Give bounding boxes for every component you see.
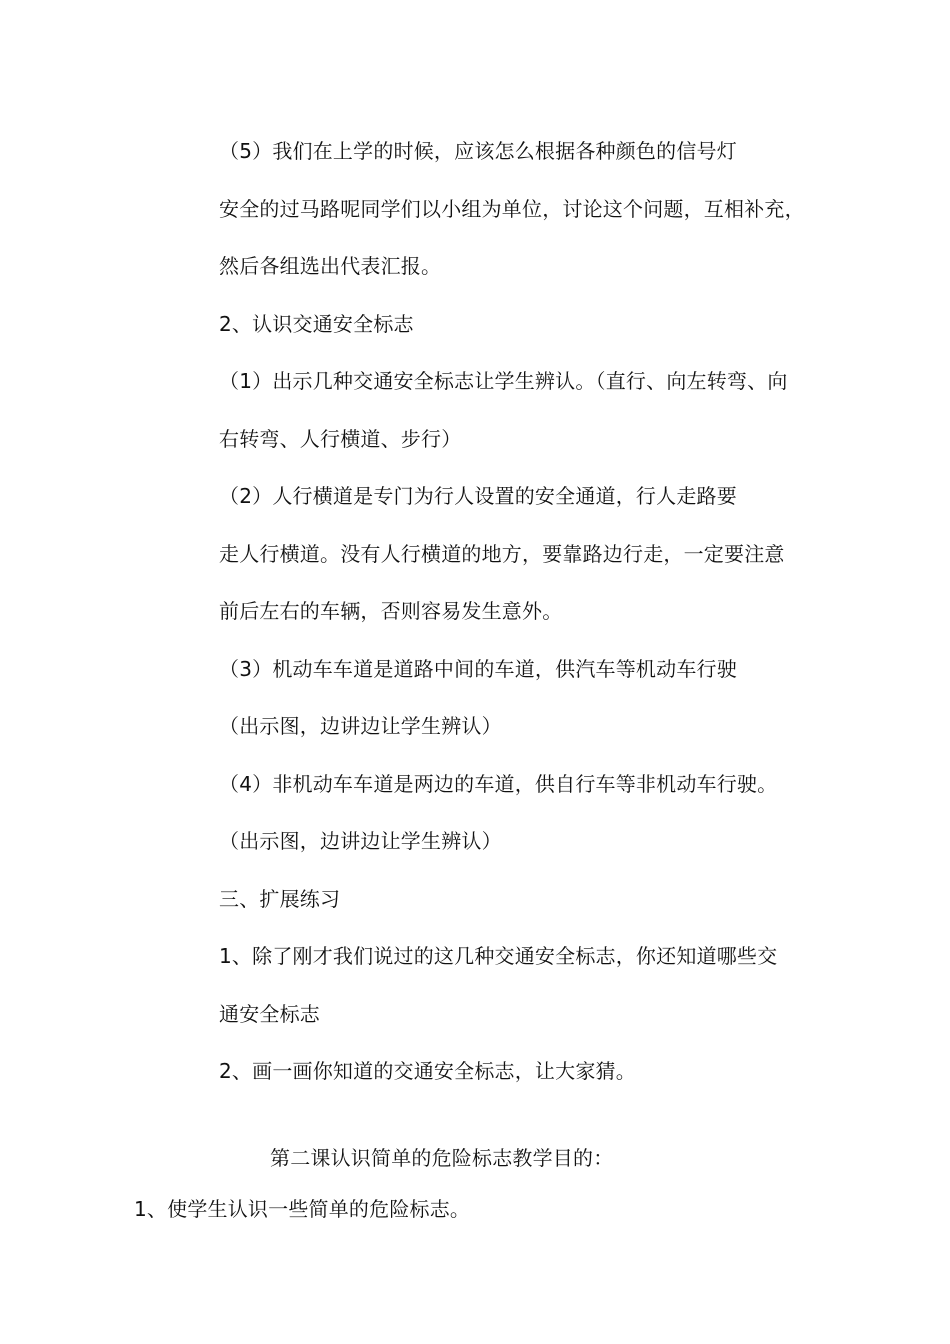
paragraph-line: （3）机动车车道是道路中间的车道，供汽车等机动车行驶 (219, 657, 737, 681)
paragraph-line: （出示图，边讲边让学生辨认） (219, 829, 502, 853)
section-heading: 2、认识交通安全标志 (219, 312, 414, 336)
paragraph-line: 走人行横道。没有人行横道的地方，要靠路边行走，一定要注意 (219, 542, 785, 566)
paragraph-line: 安全的过马路呢同学们以小组为单位，讨论这个问题，互相补充， (219, 197, 805, 221)
paragraph-line: （4）非机动车车道是两边的车道，供自行车等非机动车行驶。 (219, 772, 778, 796)
paragraph-line: 然后各组选出代表汇报。 (219, 254, 442, 278)
section-heading: 三、扩展练习 (219, 887, 341, 911)
paragraph-line: （5）我们在上学的时候，应该怎么根据各种颜色的信号灯 (219, 139, 737, 163)
objective-item: 1、使学生认识一些简单的危险标志。 (134, 1197, 471, 1221)
paragraph-line: （2）人行横道是专门为行人设置的安全通道，行人走路要 (219, 484, 737, 508)
paragraph-line: 通安全标志 (219, 1002, 320, 1026)
lesson-title: 第二课认识简单的危险标志教学目的： (270, 1146, 614, 1170)
paragraph-line: 右转弯、人行横道、步行） (219, 427, 462, 451)
paragraph-line: 1、除了刚才我们说过的这几种交通安全标志，你还知道哪些交 (219, 944, 778, 968)
paragraph-line: 前后左右的车辆，否则容易发生意外。 (219, 599, 563, 623)
paragraph-line: （出示图，边讲边让学生辨认） (219, 714, 502, 738)
paragraph-line: （1）出示几种交通安全标志让学生辨认。（直行、向左转弯、向 (219, 369, 788, 393)
paragraph-line: 2、画一画你知道的交通安全标志，让大家猜。 (219, 1059, 636, 1083)
